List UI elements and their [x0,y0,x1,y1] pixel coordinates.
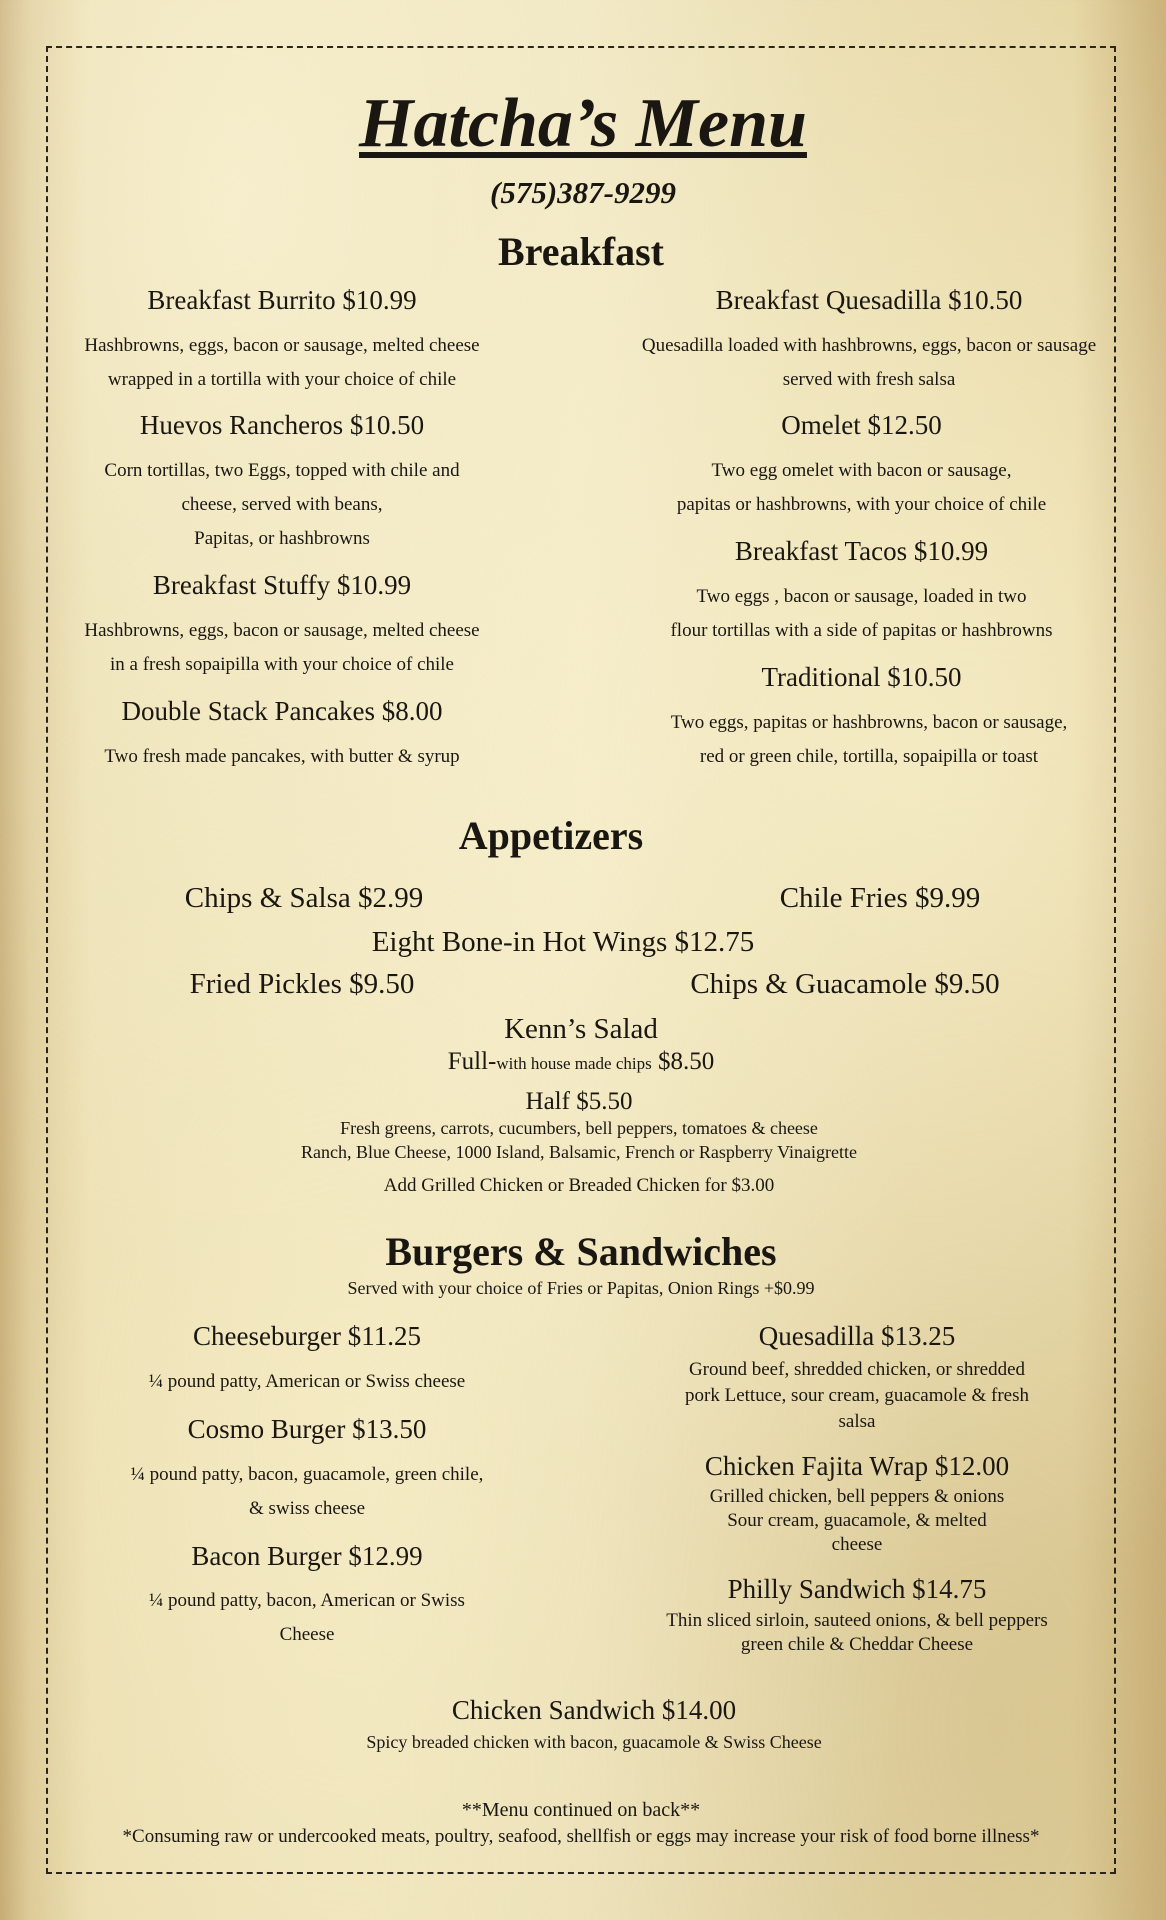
breakfast-heading: Breakfast [498,229,664,274]
hot-wings: Eight Bone-in Hot Wings $12.75 [371,926,755,958]
quesadilla-name: Quesadilla $13.25 [758,1321,956,1351]
chips-salsa: Chips & Salsa $2.99 [184,882,424,914]
menu-continued-note: **Menu continued on back** [461,1799,701,1821]
pancakes-name: Double Stack Pancakes $8.00 [121,696,443,726]
breakfast-burrito-desc: Hashbrowns, eggs, bacon or sausage, melted cheese wrapped in a tortilla with your choice of chile [84,335,480,390]
traditional-desc: Two eggs, papitas or hashbrowns, bacon or sausage, red or green chile, tortilla, sopaipilla or toast [670,712,1068,767]
chicken-sandwich-name: Chicken Sandwich $14.00 [451,1695,737,1725]
huevos-rancheros-name: Huevos Rancheros $10.50 [139,410,425,440]
breakfast-stuffy-name: Breakfast Stuffy $10.99 [152,570,412,600]
chips-guacamole: Chips & Guacamole $9.50 [690,968,1000,1000]
bacon-burger-name: Bacon Burger $12.99 [191,1541,423,1571]
salad-name: Kenn’s Salad [504,1013,658,1045]
appetizers-heading: Appetizers [458,813,644,858]
cheeseburger-desc: ¼ pound patty, American or Swiss cheese [148,1371,466,1392]
breakfast-stuffy-desc: Hashbrowns, eggs, bacon or sausage, melted cheese in a fresh sopaipilla with your choice of chile [84,620,480,675]
bacon-burger-desc: ¼ pound patty, bacon, American or Swiss Cheese [149,1590,465,1645]
breakfast-tacos-name: Breakfast Tacos $10.99 [734,536,989,566]
fried-pickles: Fried Pickles $9.50 [189,968,415,1000]
traditional-name: Traditional $10.50 [761,662,962,692]
salad-dressings: Ranch, Blue Cheese, 1000 Island, Balsamic, French or Raspberry Vinaigrette [301,1142,857,1162]
philly-sandwich-name: Philly Sandwich $14.75 [727,1574,987,1604]
salad-full-price: Full-with house made chips $8.50 [447,1048,715,1075]
huevos-rancheros-desc: Corn tortillas, two Eggs, topped with chile and cheese, served with beans, Papitas, or hashbrowns [104,460,460,549]
salad-half-price: Half $5.50 [525,1088,633,1115]
salad-addon: Add Grilled Chicken or Breaded Chicken for $3.00 [383,1175,775,1196]
salad-ingredients: Fresh greens, carrots, cucumbers, bell peppers, tomatoes & cheese [340,1118,818,1138]
breakfast-quesadilla-desc: Quesadilla loaded with hashbrowns, eggs, bacon or sausage served with fresh salsa [641,335,1097,390]
omelet-name: Omelet $12.50 [781,410,942,440]
philly-sandwich-desc: Thin sliced sirloin, sauteed onions, & bell peppers green chile & Cheddar Cheese [666,1610,1048,1655]
quesadilla-desc: Ground beef, shredded chicken, or shredded pork Lettuce, sour cream, guacamole & fresh salsa [685,1359,1029,1432]
cosmo-burger-desc: ¼ pound patty, bacon, guacamole, green chile, & swiss cheese [130,1464,484,1519]
cosmo-burger-name: Cosmo Burger $13.50 [187,1414,427,1444]
chile-fries: Chile Fries $9.99 [779,882,981,914]
cheeseburger-name: Cheeseburger $11.25 [193,1321,421,1351]
chicken-fajita-wrap-desc: Grilled chicken, bell peppers & onions Sour cream, guacamole, & melted cheese [709,1486,1005,1555]
breakfast-tacos-desc: Two eggs , bacon or sausage, loaded in two flour tortillas with a side of papitas or hashbrowns [670,586,1053,641]
chicken-fajita-wrap-name: Chicken Fajita Wrap $12.00 [704,1451,1010,1481]
phone-number: (575)387-9299 [490,175,676,210]
burgers-subtitle: Served with your choice of Fries or Papitas, Onion Rings +$0.99 [347,1278,815,1298]
food-safety-disclaimer: *Consuming raw or undercooked meats, poultry, seafood, shellfish or eggs may increase your risk of food borne illness* [122,1826,1040,1847]
menu-title: Hatcha’s Menu [359,85,807,162]
burgers-heading: Burgers & Sandwiches [385,1229,777,1274]
chicken-sandwich-desc: Spicy breaded chicken with bacon, guacamole & Swiss Cheese [366,1732,822,1752]
omelet-desc: Two egg omelet with bacon or sausage, papitas or hashbrowns, with your choice of chile [676,460,1047,515]
breakfast-quesadilla-name: Breakfast Quesadilla $10.50 [715,285,1023,315]
pancakes-desc: Two fresh made pancakes, with butter & syrup [104,746,460,767]
breakfast-burrito-name: Breakfast Burrito $10.99 [147,285,417,315]
